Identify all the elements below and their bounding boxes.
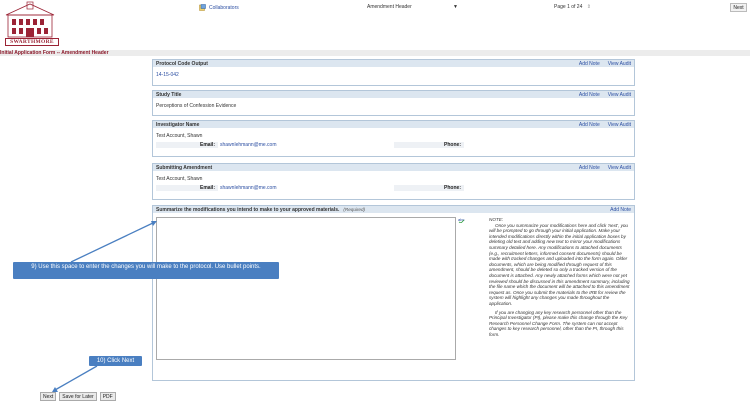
add-note-link[interactable]: Add Note [578,91,600,98]
college-building-icon [2,1,58,39]
investigator-phone [464,142,631,148]
view-audit-link[interactable]: View Audit [607,60,631,67]
section-select-value: Amendment Header [367,4,412,10]
chevron-down-icon: ▼ [453,4,458,10]
protocol-code-value: 14-15-042 [156,72,179,78]
swarthmore-logo [2,1,58,47]
instructions-note [489,217,632,340]
submitting-amendment-panel [152,163,635,200]
submitter-contact-row [156,185,631,191]
panel-title: Investigator Name [156,121,200,128]
submitter-phone [464,185,631,191]
add-note-link[interactable]: Add Note [610,206,631,213]
save-for-later-button[interactable]: Save for Later [59,392,96,401]
panel-title: Submitting Amendment [156,164,213,171]
submitter-email: shawnlehmann@me.com [218,185,394,191]
page-count: Page 1 of 24 [554,4,583,10]
phone-label: Phone: [444,185,461,191]
page-arrows-icon[interactable]: ⇕ [586,4,591,10]
submitter-name: Test Account, Shawn [156,176,203,182]
email-label: Email: [199,185,215,191]
form-actions [40,392,116,401]
note-label: NOTE: [489,217,504,222]
modifications-textarea[interactable] [156,217,456,360]
callout-arrow-step10 [55,366,97,390]
next-button[interactable]: Next [40,392,56,401]
note-paragraph-1: Once you summarize your modifications here and click 'next', you will be prompted to go through your initial application. Make your intended modifications directly within the initial application boxes by deleting old text and adding new text to mirror your modifications summary detailed here. Any modifications to attached documents (e.g., recruitment letters, informed consent documents) should be made with tracked changes and uploaded into the form again. Older documents, which are being modified through request of this amendment, should be deleted so only a tracked version of the document is attached. Any newly attached forms which were not yet reviewed should be discussed in this amendment summary, including the file name which the document will be attached to this amendment request as. Once you submit the materials to the IRB for review the system will highlight any changes you made throughout the application. [489,222,630,306]
spell-check-icon[interactable] [458,217,465,223]
panel-title: Summarize the modifications you intend to make to your approved materials. [156,206,340,213]
panel-header [153,121,634,128]
pdf-button[interactable]: PDF [100,392,116,401]
add-note-link[interactable]: Add Note [578,164,600,171]
panel-title: Protocol Code Output [156,60,208,67]
protocol-code-panel [152,59,635,86]
investigator-panel [152,120,635,157]
collaborators-icon [199,4,206,11]
next-button-top[interactable]: Next [730,3,747,12]
email-label: Email: [199,142,215,148]
summarize-modifications-panel [152,205,635,381]
callout-arrow-step9 [71,222,155,262]
study-title-panel [152,90,635,116]
panel-header [153,60,634,67]
add-note-link[interactable]: Add Note [578,121,600,128]
investigator-contact-row [156,142,631,148]
collaborators-label: Collaborators [209,4,239,11]
add-note-link[interactable]: Add Note [578,60,600,67]
logo-wordmark: SWARTHMORE [5,38,59,46]
page-title: Initial Application Form -- Amendment Header [0,50,109,56]
investigator-email: shawnlehmann@me.com [218,142,394,148]
callout-step10: 10) Click Next [89,356,142,366]
svg-text:abc: abc [458,217,465,222]
study-title-value: Perceptions of Confession Evidence [156,103,237,109]
panel-header [153,164,634,171]
note-paragraph-2: If you are changing any key research personnel other than the Principal Investigator (PI), please make this change through the Key Research Personnel Change Form. The system can not accept changes to key research personnel, other than the PI, through this form. [489,309,628,337]
panel-title: Study Title [156,91,182,98]
page-indicator [554,4,591,10]
view-audit-link[interactable]: View Audit [607,164,631,171]
phone-label: Phone: [444,142,461,148]
view-audit-link[interactable]: View Audit [607,91,631,98]
collaborators-link[interactable] [199,3,239,12]
panel-header [153,91,634,98]
panel-header [153,206,634,213]
callout-step9: 9) Use this space to enter the changes you will make to the protocol. Use bullet points. [13,262,279,279]
section-select[interactable] [330,2,460,12]
investigator-name: Test Account, Shawn [156,133,203,139]
view-audit-link[interactable]: View Audit [607,121,631,128]
required-tag: (Required) [343,207,366,212]
form-header-bar [0,50,750,56]
